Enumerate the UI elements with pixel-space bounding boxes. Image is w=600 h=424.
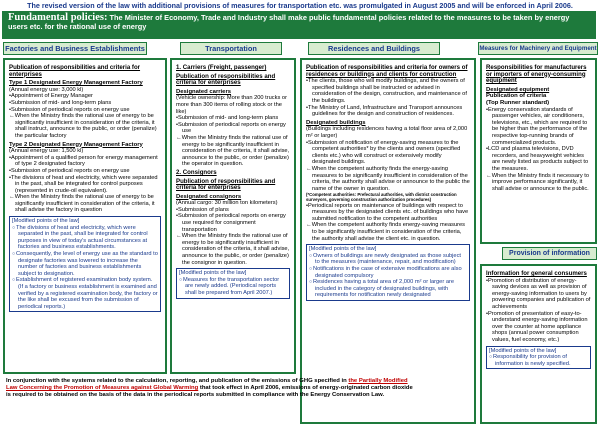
bottom-note	[6, 378, 416, 422]
designated-buildings-title: Designated buildings	[306, 119, 366, 126]
carrier-item: •Submission of mid- and long-term plans	[176, 115, 279, 122]
provision-item: •Promotion of presentation of easy-to-understand energy-saving information over the counter at home appliance shops (annual power consumption values, fuel economy, etc.)	[486, 310, 588, 343]
modified-point: ○ Establishment of registered examination body system. (If a factory or business establishment is examined and verified by a registered examination body, the factory or the like shall be excused from the submission of periodical reports.)	[12, 277, 158, 310]
machinery-column	[480, 58, 597, 244]
top-note: The revised version of the law with additional provisions of measures for transportation etc. was promulgated in August 2005 and will be enforced in April 2006.	[27, 1, 573, 10]
residences-column	[300, 58, 476, 424]
type2-item: •The divisions of heat and electricity, which were separated in the past, shall be integrated for control purposes (represented in crude-oil equivalent).	[9, 174, 158, 194]
modified-point: ○ Notifications in the case of extensive modifications are also designated compulsory	[309, 266, 467, 279]
factories-column	[3, 58, 167, 374]
residence-item: ←When the competent authority finds the energy-saving measures to be significantly insufficient in consideration of the criteria, the authority shall advise or announce to the public the name of the owner in question.	[306, 165, 470, 192]
residence-item: •Submission of notification of energy-saving measures to the competent authorities* by the clients and owners (specified clients etc.) who will construct or extensively modify designated buildings.	[306, 139, 461, 166]
header-residences: Residences and Buildings	[308, 42, 440, 55]
residence-item: •The clients, those who will modify buildings, and the owners of specified buildings shall be instructed or advised in consideration of the design, construction, and maintenance of the buildings.	[306, 78, 467, 104]
consignors-sub: Publication of responsibilities and criteria for enterprises	[176, 177, 276, 192]
header-machinery: Measures for Machinery and Equipment	[478, 42, 598, 55]
header-transport: Transportation	[180, 42, 282, 55]
modified-points-heading: [Modified points of the law]	[309, 246, 377, 253]
factories-modified-points	[9, 216, 161, 312]
residence-item: ←When the competent authority finds energy-saving measures to be significantly insufficient in consideration of the criteria, the authority shall advise the client etc. in question.	[306, 222, 466, 242]
header-provision: Provision of information	[502, 247, 597, 260]
modified-points-heading: [Modified points of the law]	[489, 347, 557, 354]
top-runner-title: (Top Runner standard)	[486, 99, 550, 106]
modified-point: ○ Owners of buildings are newly designated as those subject to the measures (maintenance, repair, and modification)	[309, 253, 467, 266]
bottom-text-1: In conjunction with the systems related to the calculation, reporting, and publication of the emissions of GHG specified in	[6, 378, 349, 384]
type2-item: •Appointment of a qualified person for energy management of type 2 designated factory	[9, 154, 158, 168]
type1-item: •Submission of periodical reports on energy use	[9, 106, 130, 113]
bottom-law-name: the Partially Modified Law Concerning the Promotion of Measures against Global Warming	[6, 378, 408, 392]
provision-section-title: Information for general consumers	[486, 270, 587, 277]
modified-points-heading: [Modified points of the law]	[12, 218, 80, 225]
modified-point: ○ Measures for the transportation sector are newly added. (Periodical reports shall be prepared from April 2007.)	[179, 277, 287, 297]
modified-points-heading: [Modified points of the law]	[179, 270, 247, 277]
residences-modified-points	[306, 244, 470, 301]
designated-consignors-title: Designated consignors	[176, 193, 242, 200]
residences-section-title: Publication of responsibilities and criteria for owners of residences or buildings and clients for construction	[306, 64, 468, 78]
fundamental-policies-banner	[2, 11, 596, 39]
type2-use: (Annual energy use: 1,500 kl)	[9, 148, 84, 155]
modified-point: ○ The divisions of heat and electricity, which were separated in the past, shall be integrated for control purposes in view of today's actual circumstances at factories and business establishments.	[12, 225, 158, 251]
bottom-text-2: that took effect in April 2006, emissions of energy-originated carbon dioxide is required to be obtained on the basis of the data in the periodical reports submitted in compliance with the Energy Conservation Law.	[6, 385, 413, 399]
carriers-title: 1. Carriers (Freight, passenger)	[176, 64, 267, 71]
modified-point: ○ Responsibility for provision of information is newly specified.	[489, 354, 588, 367]
banner-text: The Minister of Economy, Trade and Industry shall make public fundamental policies related to the measures to be taken by energy users etc. for the rational use of energy	[8, 13, 570, 32]
type1-title: Type 1 Designated Energy Management Factory	[9, 80, 143, 87]
consignor-item: ←When the Ministry finds the rational use of energy to be significantly insufficient in consideration of the criteria, it shall advise, announce to the public, or order (penalize) the consignor in question.	[176, 233, 290, 266]
carriers-sub: Publication of responsibilities and criteria for enterprises	[176, 72, 276, 87]
designated-carriers-text: (Vehicle ownership: More than 200 trucks or more than 300 items of rolling stock or the like)	[176, 95, 287, 115]
type1-item: ←When the Ministry finds the rational use of energy to be significantly insufficient in consideration of the criteria, it shall instruct, announce to the public, or order (penalize) the particular factory	[9, 113, 157, 139]
provision-modified-points	[486, 346, 591, 370]
transport-column	[170, 58, 296, 374]
header-factories: Factories and Business Establishments	[3, 42, 147, 55]
designated-consignors-text: (Annual cargo: 30 million ton kilometers)	[176, 200, 278, 207]
type2-item: •Submission of periodical reports on energy use	[9, 167, 130, 174]
designated-buildings-text: (Buildings including residences having a total floor area of 2,000 m² or larger)	[306, 126, 468, 139]
type2-item: ←When the Ministry finds the rational use of energy to be significantly insufficient in consideration of the criteria, it shall advise the factory in question	[9, 194, 155, 214]
criteria-title: Publication of criteria	[486, 93, 547, 100]
type1-use: (Annual energy use: 3,000 kl)	[9, 86, 84, 93]
machinery-item: •Energy conservation standards of passenger vehicles, air conditioners, televisions, etc., which are required to be higher than the performance of the respective top-running brands of commercialized products.	[486, 106, 588, 146]
competent-authorities-note: (*Competent authorities: Prefectural authorities, with district construction surveyors, governing construction authorization procedures)	[306, 192, 457, 203]
consignors-title: 2. Consignors	[176, 168, 217, 176]
type1-item: •Appointment of Energy Manager	[9, 93, 93, 100]
modified-point: ○ Residences having a total area of 2,000 m² or larger are included in the category of designated buildings, with requirements for notification newly designated	[309, 279, 467, 299]
residence-item: •Periodical reports on maintenance of buildings with respect to measures by the designated clients etc. of buildings who have submitted notification to the competent authorities	[306, 202, 469, 222]
consignor-item: •Submission of plans	[176, 206, 229, 213]
factories-section-title: Publication of responsibilities and criteria for enterprises	[9, 64, 141, 78]
provision-column	[480, 264, 597, 424]
type2-title: Type 2 Designated Energy Management Factory	[9, 141, 143, 148]
machinery-item: ←When the Ministry finds it necessary to improve performance significantly, it shall advise or announce to the public.	[486, 172, 590, 192]
modified-point: ○ Consequently, the level of energy use as the standard to designate factories was lowered to increase the number of factories and business establishments subject to designation.	[12, 251, 158, 277]
designated-equipment-title: Designated equipment	[486, 86, 550, 93]
provision-item: •Promotion of distribution of energy-saving devices as well as provision of energy-saving information to users by powering companies and publication of achievements	[486, 277, 591, 310]
machinery-section-title: Responsibilities for manufacturers or importers of energy-consuming equipment	[486, 64, 587, 85]
consignor-item: •Submission of periodical reports on energy use required for consignment transportation	[176, 213, 286, 233]
carrier-item: ←When the Ministry finds the rational use of energy to be significantly insufficient in consideration of the criteria, it shall advise, announce to the public, or order (penalize) the operator in question.	[176, 134, 290, 168]
banner-title: Fundamental policies:	[8, 12, 108, 23]
machinery-item: •LCD and plasma televisions, DVD recorders, and heavyweight vehicles are newly listed as products subject to the measures.	[486, 146, 589, 172]
residence-item: •The Ministry of Land, Infrastructure and Transport announces guidelines for the design and construction of residences.	[306, 104, 463, 118]
carrier-item: •Submission of periodical reports on energy use	[176, 121, 286, 135]
transport-modified-points	[176, 268, 290, 298]
designated-carriers-title: Designated carriers	[176, 88, 232, 95]
type1-item: •Submission of mid- and long-term plans	[9, 99, 112, 106]
